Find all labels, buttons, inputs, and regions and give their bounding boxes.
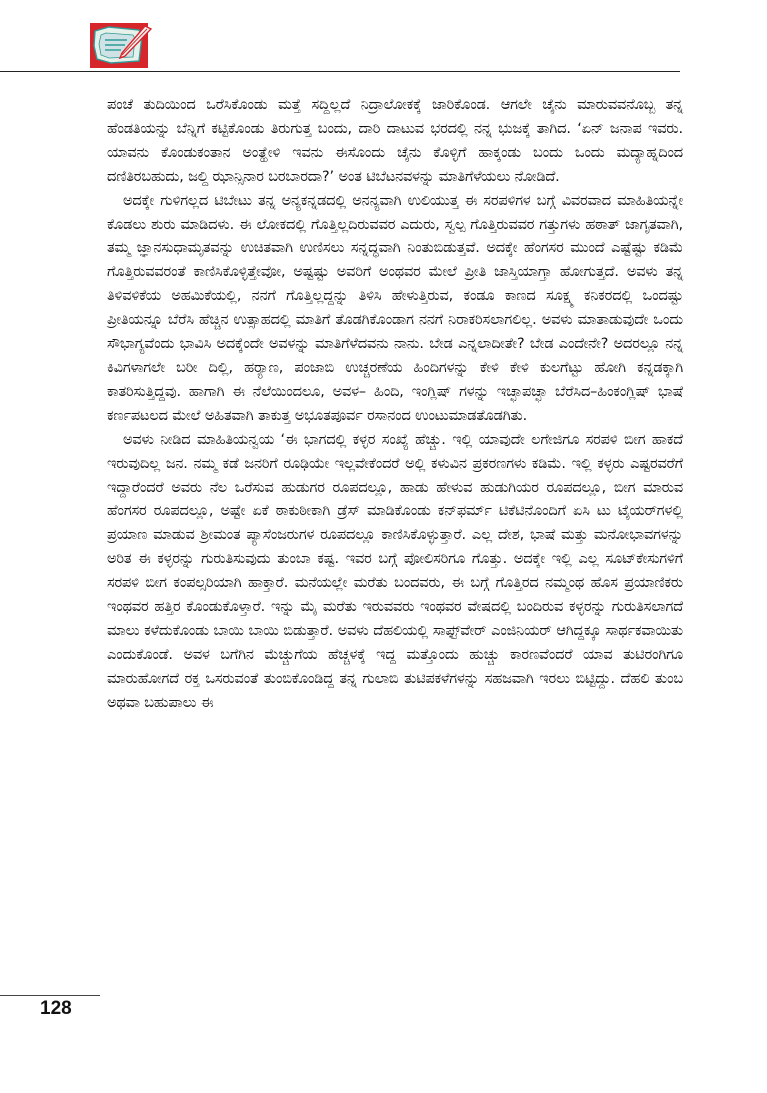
- page-number: 128: [40, 998, 72, 1019]
- paragraph: ಅದಕ್ಕೇ ಗುಳಿಗಲ್ಲದ ಟಿಬೇಟು ತನ್ನ ಅನ್ಯಕನ್ನಡದಲ್ಲಿ ಅನನ್ಯವಾಗಿ ಉಲಿಯುತ್ತ ಈ ಸರಪಳಿಗಳ ಬಗ್ಗೆ ವಿವರವಾದ ಮಾಹಿತಿಯನ್ನೇ ಕೊಡಲು ಶುರು ಮಾಡಿದಳು. ಈ ಲೋಕದಲ್ಲಿ ಗೊತ್ತಿಲ್ಲದಿರುವವರ ಎದುರು, ಸ್ವಲ್ಪ ಗೊತ್ತಿರುವವರ ಗತ್ತುಗಳು ಹಠಾತ್ ಜಾಗೃತವಾಗಿ, ತಮ್ಮ ಜ್ಞಾನಸುಧಾಮೃತವನ್ನು ಉಚಿತವಾಗಿ ಉಣಿಸಲು ಸನ್ನದ್ಧವಾಗಿ ನಿಂತುಬಿಡುತ್ತವೆ. ಅದಕ್ಕೇ ಹೆಂಗಸರ ಮುಂದೆ ಎಷ್ಟೆಷ್ಟು ಕಡಿಮೆ ಗೊತ್ತಿರುವವರಂತೆ ಕಾಣಿಸಿಕೊಳ್ಳಿತ್ತೇವೋ, ಅಷ್ಟಷ್ಟು ಅವರಿಗೆ ಅಂಥವರ ಮೇಲೆ ಪ್ರೀತಿ ಜಾಸ್ತಿಯಾಗ್ತಾ ಹೋಗುತ್ತದೆ. ಅವಳು ತನ್ನ ತಿಳಿವಳಿಕೆಯ ಅಹಮಿಕೆಯಲ್ಲಿ, ನನಗೆ ಗೊತ್ತಿಲ್ಲದ್ದನ್ನು ತಿಳಿಸಿ ಹೇಳುತ್ತಿರುವ, ಕಂಡೂ ಕಾಣದ ಸೂಕ್ಷ್ಮ ಕನಿಕರದಲ್ಲಿ ಒಂದಷ್ಟು ಪ್ರೀತಿಯನ್ನೂ ಬೆರೆಸಿ ಹೆಚ್ಚಿನ ಉತ್ಸಾಹದಲ್ಲಿ ಮಾತಿಗೆ ತೊಡಗಿಕೊಂಡಾಗ ನನಗೆ ನಿರಾಕರಿಸಲಾಗಲಿಲ್ಲ. ಅವಳು ಮಾತಾಡುವುದೇ ಒಂದು ಸೌಭಾಗ್ಯವೆಂದು ಭಾವಿಸಿ ಅದಕ್ಕೆಂದೇ ಅವಳನ್ನು ಮಾತಿಗೆಳೆದವನು ನಾನು. ಬೇಡ ಎನ್ನಲಾದೀತೇ? ಬೇಡ ಎಂದೇನೇ? ಅದರಲ್ಲೂ ನನ್ನ ಕಿವಿಗಳಾಗಲೇ ಬರೀ ದಿಲ್ಲಿ, ಹರ್‍ಯಾಣ, ಪಂಜಾಬಿ ಉಚ್ಚರಣೆಯ ಹಿಂದಿಗಳನ್ನು ಕೇಳಿ ಕೇಳಿ ಕುಲಗೆಟ್ಟು ಹೋಗಿ ಕನ್ನಡಕ್ಕಾಗಿ ಕಾತರಿಸುತ್ತಿದ್ದವು. ಹಾಗಾಗಿ ಈ ನೆಲೆಯಿಂದಲೂ, ಅವಳ– ಹಿಂದಿ, ಇಂಗ್ಲಿಷ್ ಗಳನ್ನು ಇಚ್ಛಾಪಚ್ಛಾ ಬೆರೆಸಿದ–ಹಿಂಕಂಗ್ಲಿಷ್ ಭಾಷೆ ಕರ್ಣಪಟಲದ ಮೇಲೆ ಅಹಿತವಾಗಿ ತಾಕುತ್ತ ಅಭೂತಪೂರ್ವ ರಸಾನಂದ ಉಂಟುಮಾಡತೊಡಗಿತು.: [107, 192, 683, 424]
- header-rule: [0, 71, 680, 72]
- paragraph: ಪಂಚೆ ತುದಿಯಿಂದ ಒರೆಸಿಕೊಂಡು ಮತ್ತೆ ಸದ್ದಿಲ್ಲದೆ ನಿದ್ರಾಲೋಕಕ್ಕೆ ಜಾರಿಕೊಂಡ. ಆಗಲೇ ಚೈನು ಮಾರುವವನೊಬ್ಬ ತನ್ನ ಹೆಂಡತಿಯನ್ನು ಬೆನ್ನಿಗೆ ಕಟ್ಟಿಕೊಂಡು ತಿರುಗುತ್ತ ಬಂದು, ದಾರಿ ದಾಟುವ ಭರದಲ್ಲಿ ನನ್ನ ಭುಜಕ್ಕೆ ತಾಗಿದ. ‘ಏನ್ ಜನಾಪ ಇವರು. ಯಾವನು ಕೊಂಡುಕಂತಾನ ಅಂತ್ಹೇಳಿ ಇವನು ಈಸೊಂದು ಚೈನು ಕೊಳ್ಳಿಗೆ ಹಾಕ್ಕಂಡು ಬಂದು ಒಂದು ಮದ್ಯಾಹ್ನದಿಂದ ದಣಿತಿರಬಹುದು, ಜಲ್ದಿ ಝಾನ್ಸಿನಾರ ಬರಬಾರದಾ?’ ಅಂತ ಟಿಬೆಟನವಳನ್ನು ಮಾತಿಗೆಳೆಯಲು ನೋಡಿದೆ.: [107, 97, 683, 185]
- paragraph: ಅವಳು ನೀಡಿದ ಮಾಹಿತಿಯನ್ವಯ ‘ಈ ಭಾಗದಲ್ಲಿ ಕಳ್ಳರ ಸಂಖ್ಯೆ ಹೆಚ್ಚು. ಇಲ್ಲಿ ಯಾವುದೇ ಲಗೇಜಿಗೂ ಸರಪಳಿ ಬೀಗ ಹಾಕದೆ ಇರುವುದಿಲ್ಲ ಜನ. ನಮ್ಮ ಕಡೆ ಜನರಿಗೆ ರೂಢಿಯೇ ಇಲ್ಲವೇಕೆಂದರೆ ಅಲ್ಲಿ ಕಳುವಿನ ಪ್ರಕರಣಗಳು ಕಡಿಮೆ. ಇಲ್ಲಿ ಕಳ್ಳರು ಎಷ್ಟರವರೆಗೆ ಇದ್ದಾರೆಂದರೆ ಅವರು ನೆಲ ಒರೆಸುವ ಹುಡುಗರ ರೂಪದಲ್ಲೂ, ಹಾಡು ಹೇಳುವ ಹುಡುಗಿಯರ ರೂಪದಲ್ಲೂ, ಬೀಗ ಮಾರುವ ಹೆಂಗಸರ ರೂಪದಲ್ಲೂ, ಅಷ್ಟೇ ಏಕೆ ಠಾಕುಠೀಕಾಗಿ ಡ್ರೆಸ್ ಮಾಡಿಕೊಂಡು ಕನ್‌ಫರ್ಮ್ ಟಿಕೆಟಿನೊಂದಿಗೆ ಏಸಿ ಟು ಟೈಯರ್‌ಗಳಲ್ಲಿ ಪ್ರಯಾಣ ಮಾಡುವ ಶ್ರೀಮಂತ ಪ್ಯಾಸೆಂಜರುಗಳ ರೂಪದಲ್ಲೂ ಕಾಣಿಸಿಕೊಳ್ಳುತ್ತಾರೆ. ಎಲ್ಲ ದೇಶ, ಭಾಷೆ ಮತ್ತು ಮನೋಭಾವಗಳನ್ನು ಅರಿತ ಈ ಕಳ್ಳರನ್ನು ಗುರುತಿಸುವುದು ತುಂಬಾ ಕಷ್ಟ. ಇವರ ಬಗ್ಗೆ ಪೋಲಿಸರಿಗೂ ಗೊತ್ತು. ಅದಕ್ಕೇ ಇಲ್ಲಿ ಎಲ್ಲ ಸೂಟ್‌ಕೇಸುಗಳಿಗೆ ಸರಪಳಿ ಬೀಗ ಕಂಪಲ್ಸರಿಯಾಗಿ ಹಾಕ್ತಾರೆ. ಮನೆಯಲ್ಲೇ ಮರೆತು ಬಂದವರು, ಈ ಬಗ್ಗೆ ಗೊತ್ತಿರದ ನಮ್ಮಂಥ ಹೊಸ ಪ್ರಯಾಣಿಕರು ಇಂಥವರ ಹತ್ತಿರ ಕೊಂಡುಕೊಳ್ತಾರೆ. ಇನ್ನು ಮೈ ಮರೆತು ಇರುವವರು ಇಂಥವರ ವೇಷದಲ್ಲಿ ಬಂದಿರುವ ಕಳ್ಳರನ್ನು ಗುರುತಿಸಲಾಗದೆ ಮಾಲು ಕಳೆದುಕೊಂಡು ಬಾಯಿ ಬಾಯಿ ಬಿಡುತ್ತಾರೆ. ಅವಳು ದೆಹಲಿಯಲ್ಲಿ ಸಾಫ್ಟ್‌ವೇರ್ ಎಂಜಿನಿಯರ್ ಆಗಿದ್ದಕ್ಕೂ ಸಾರ್ಥಕವಾಯಿತು ಎಂದುಕೊಂಡೆ. ಅವಳ ಬಗೆಗಿನ ಮೆಚ್ಚುಗೆಯ ಹೆಚ್ಚಳಕ್ಕೆ ಇದ್ದ ಮತ್ತೊಂದು ಹುಚ್ಚು ಕಾರಣವೆಂದರೆ ಯಾವ ತುಟಿರಂಗಿಗೂ ಮಾರುಹೋಗದೆ ರಕ್ತ ಒಸರುವಂತೆ ತುಂಬಿಕೊಂಡಿದ್ದ ತನ್ನ ಗುಲಾಬಿ ತುಟಿಪಕಳೆಗಳನ್ನು ಸಹಜವಾಗಿ ಇರಲು ಬಿಟ್ಟಿದ್ದು. ದೆಹಲಿ ತುಂಬ ಅಥವಾ ಬಹುಪಾಲು ಈ: [107, 431, 683, 711]
- body-text: [107, 94, 683, 716]
- quill-and-scroll-icon: [89, 22, 153, 70]
- footer-rule: [0, 995, 100, 996]
